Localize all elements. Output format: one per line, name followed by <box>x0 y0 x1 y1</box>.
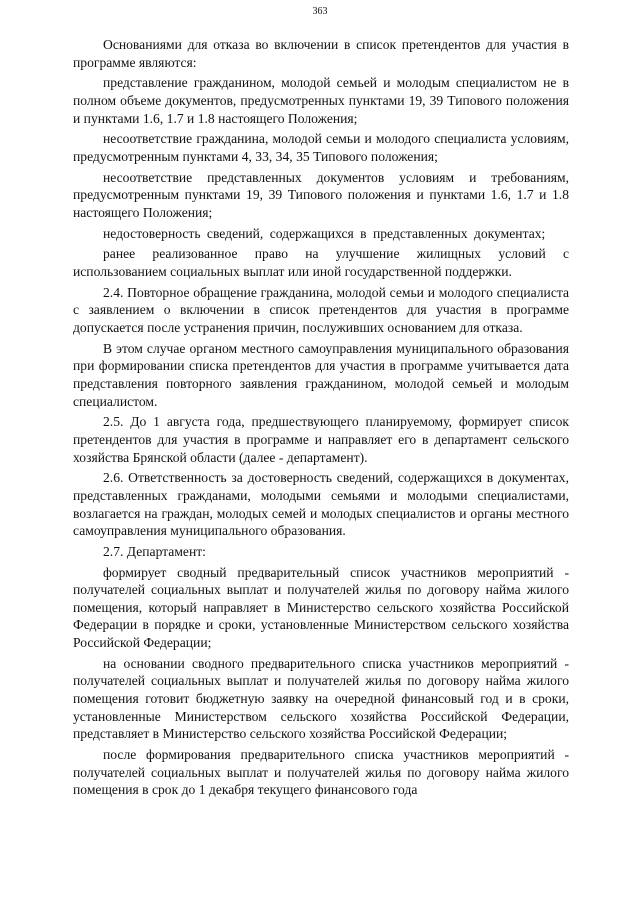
paragraph-budget-request: на основании сводного предварительного списка участников мероприятий - получателей социальных выплат и получателей жилья по договору найма жилого помещения готовит бюджетную заявку на очередной финансовый год и в сроки, установленные Министерством сельского хозяйства Российской Федерации, представляет в Министерство сельского хозяйства Российской Федерации; <box>73 655 569 742</box>
paragraph-2-4: 2.4. Повторное обращение гражданина, молодой семьи и молодого специалиста с заявлением о включении в список претендентов для участия в программе допускается после устранения причин, послуживших основанием для отказа. <box>73 284 569 336</box>
paragraph-2-5: 2.5. До 1 августа года, предшествующего планируемому, формирует список претендентов для участия в программе и направляет его в департамент сельского хозяйства Брянской области (далее - департамент). <box>73 414 569 465</box>
paragraph-incomplete-documents: представление гражданином, молодой семьей и молодым специалистом не в полном объеме документов, предусмотренных пунктами 19, 39 Типового положения и пунктами 1.6, 1.7 и 1.8 настоящего Положения; <box>73 75 569 126</box>
paragraph-forms-preliminary-list: формирует сводный предварительный список участников мероприятий - получателей социальных выплат и получателей жилья по договору найма жилого помещения, который направляет в Министерство сельского хозяйства Российской Федерации в порядке и сроки, установленные Министерством сельского хозяйства Российской Федерации; <box>73 564 569 651</box>
paragraph-nonconformity-documents: несоответствие представленных документов условиям и требованиям, предусмотренным пунктами 19, 39 Типового положения и пунктами 1.6, 1.7 и 1.8 настоящего Положения; <box>73 169 569 220</box>
document-body <box>73 36 569 802</box>
paragraph-repeat-application: В этом случае органом местного самоуправления муниципального образования при формировании списка претендентов для участия в программе учитывается дата представления повторного заявления гражданином, молодой семьей и молодым специалистом. <box>73 340 569 409</box>
paragraph-prior-right: ранее реализованное право на улучшение жилищных условий с использованием социальных выплат или иной государственной поддержки. <box>73 246 569 280</box>
paragraph-after-forming-list: после формирования предварительного списка участников мероприятий - получателей социальных выплат и получателей жилья по договору найма жилого помещения в срок до 1 декабря текущего финансового года <box>73 747 569 798</box>
paragraph-nonconformity-applicant: несоответствие гражданина, молодой семьи и молодого специалиста условиям, предусмотренным пунктами 4, 33, 34, 35 Типового положения; <box>73 131 569 164</box>
paragraph-unreliable-info: недостоверность сведений, содержащихся в представленных документах; <box>103 225 546 241</box>
paragraph-2-6: 2.6. Ответственность за достоверность сведений, содержащихся в документах, представленных гражданами, молодыми семьями и молодыми специалистами, возлагается на граждан, молодых семей и молодых специалистов и органы местного самоуправления муниципального образования. <box>73 470 569 539</box>
paragraph-2-7: 2.7. Департамент: <box>103 543 206 559</box>
page-number: 363 <box>312 6 328 17</box>
paragraph-grounds-intro: Основаниями для отказа во включении в список претендентов для участия в программе являются: <box>73 37 569 70</box>
